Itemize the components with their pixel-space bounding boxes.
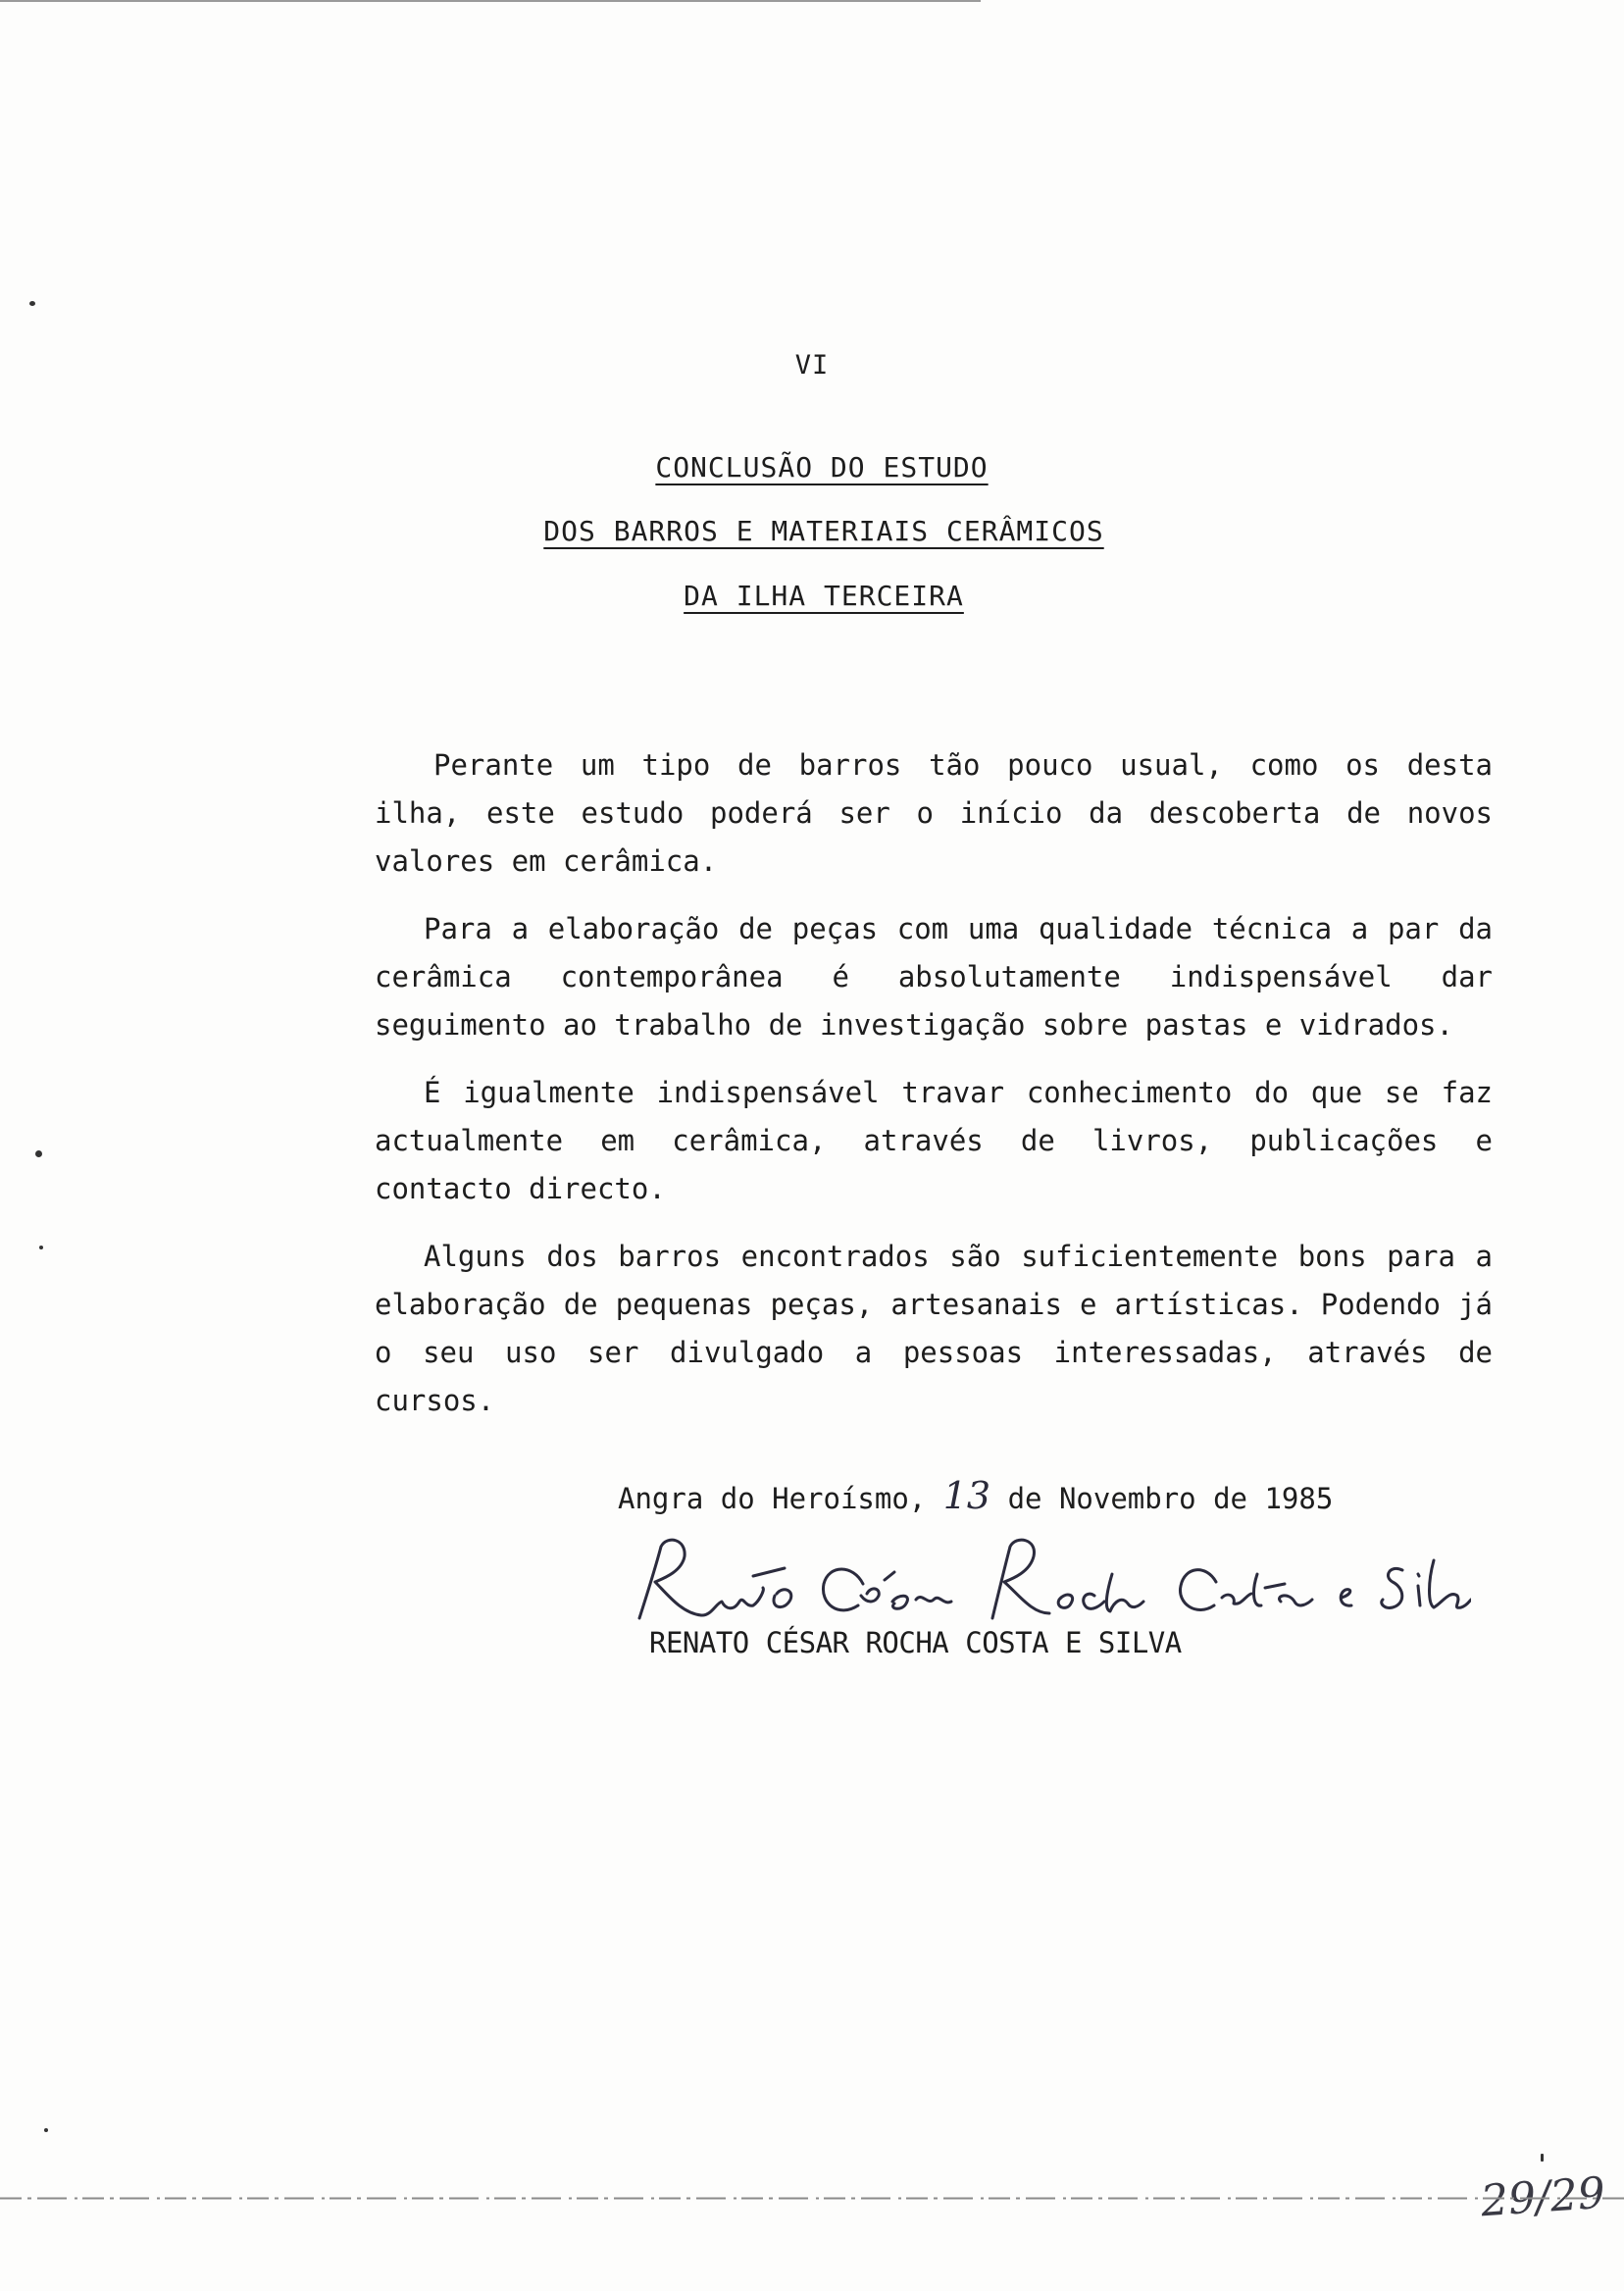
date-place: Angra do Heroísmo,: [618, 1482, 927, 1515]
page-number-handwritten: 29/29: [1479, 2167, 1607, 2227]
chapter-number: VI: [794, 350, 830, 381]
paragraph: Perante um tipo de barros tão pouco usual, como os desta ilha, este estudo poderá ser o início da descoberta de novos valores em cerâmica.: [375, 748, 1493, 878]
scan-speck: [39, 1246, 43, 1249]
scan-speck: [35, 1150, 42, 1157]
paragraph: Alguns dos barros encontrados são suficientemente bons para a elaboração de pequenas peças, artesanais e artísticas. Podendo já o seu uso ser divulgado a pessoas interessadas, através de cursos.: [375, 1240, 1493, 1417]
author-name: RENATO CÉSAR ROCHA COSTA E SILVA: [649, 1626, 1182, 1659]
bottom-dashed-rule: [0, 2197, 1624, 2200]
paragraph: Para a elaboração de peças com uma qualidade técnica a par da cerâmica contemporânea é absolutamente indispensável dar seguimento ao trabalho de investigação sobre pastas e vidrados.: [375, 912, 1493, 1042]
scan-speck: [1541, 2154, 1544, 2162]
title-line-3: DA ILHA TERCEIRA: [684, 580, 964, 612]
scan-speck: [29, 301, 35, 306]
date-rest: de Novembro de 1985: [1007, 1482, 1334, 1515]
date-line: [618, 1474, 1333, 1517]
top-rule: [0, 0, 981, 2]
paragraph: É igualmente indispensável travar conhecimento do que se faz actualmente em cerâmica, através de livros, publicações e contacto directo.: [375, 1076, 1493, 1205]
date-day-handwritten: 13: [942, 1474, 991, 1517]
title-line-1: CONCLUSÃO DO ESTUDO: [655, 451, 989, 484]
scan-speck: [44, 2128, 48, 2132]
body-text: [375, 741, 1493, 1445]
title-line-2: DOS BARROS E MATERIAIS CERÂMICOS: [543, 515, 1104, 547]
handwritten-signature: [628, 1525, 1471, 1633]
